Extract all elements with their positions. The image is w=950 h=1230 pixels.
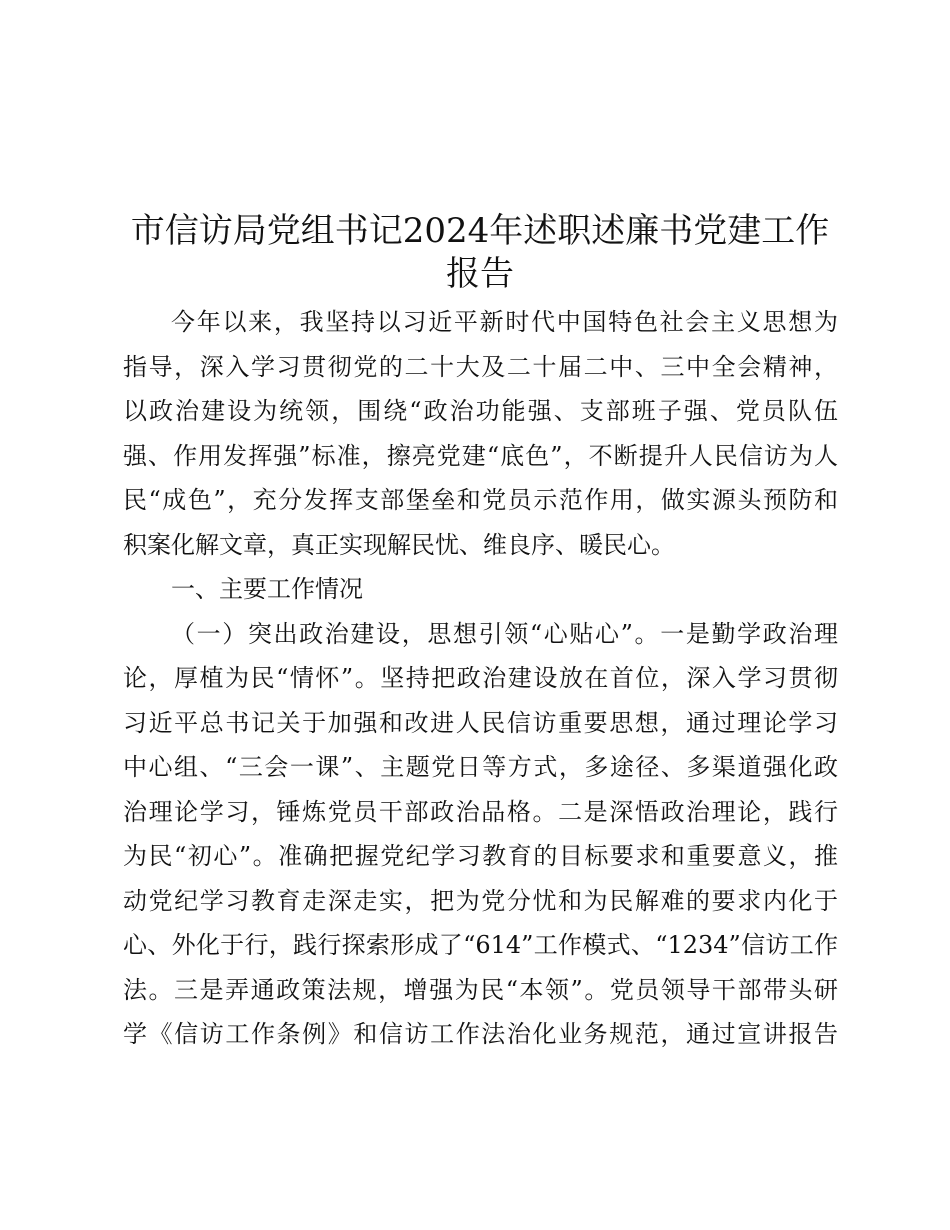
document-title-line-1: 市信访局党组书记2024年述职述廉书党建工作: [130, 211, 830, 251]
paragraph-line: 强、作用发挥强”标准，擦亮党建“底色”，不断提升人民信访为人: [123, 441, 838, 470]
paragraph-line: 中心组、“三会一课”、主题党日等方式，多途径、多渠道强化政: [123, 753, 838, 781]
section-heading: 一、主要工作情况: [171, 575, 363, 603]
paragraph-line: 治理论学习，锤炼党员干部政治品格。二是深悟政治理论，践行: [123, 797, 838, 826]
paragraph-line: 以政治建设为统领，围绕“政治功能强、支部班子强、党员队伍: [123, 397, 838, 425]
paragraph-line: 心、外化于行，践行探索形成了“614”工作模式、“1234”信访工作: [123, 931, 838, 959]
paragraph-line: 今年以来，我坚持以习近平新时代中国特色社会主义思想为: [171, 308, 838, 336]
paragraph-line: 民“成色”，充分发挥支部堡垒和党员示范作用，做实源头预防和: [123, 486, 838, 514]
paragraph-line: 学《信访工作条例》和信访工作法治化业务规范，通过宣讲报告: [123, 1020, 838, 1048]
paragraph-line: 法。三是弄通政策法规，增强为民“本领”。党员领导干部带头研: [123, 975, 838, 1004]
document-title-line-2: 报告: [446, 254, 514, 294]
paragraph-line: 积案化解文章，真正实现解民忧、维良序、暖民心。: [123, 530, 675, 559]
paragraph-line: 为民“初心”。准确把握党纪学习教育的目标要求和重要意义，推: [123, 842, 838, 870]
paragraph-line: （一）突出政治建设，思想引领“心贴心”。一是勤学政治理: [171, 619, 838, 648]
paragraph-line: 习近平总书记关于加强和改进人民信访重要思想，通过理论学习: [123, 708, 838, 737]
paragraph-line: 论，厚植为民“情怀”。坚持把政治建设放在首位，深入学习贯彻: [123, 664, 838, 692]
document-body: [123, 300, 838, 1057]
paragraph-line: 动党纪学习教育走深走实，把为党分忧和为民解难的要求内化于: [123, 886, 838, 915]
paragraph-line: 指导，深入学习贯彻党的二十大及二十届二中、三中全会精神，: [123, 352, 838, 381]
